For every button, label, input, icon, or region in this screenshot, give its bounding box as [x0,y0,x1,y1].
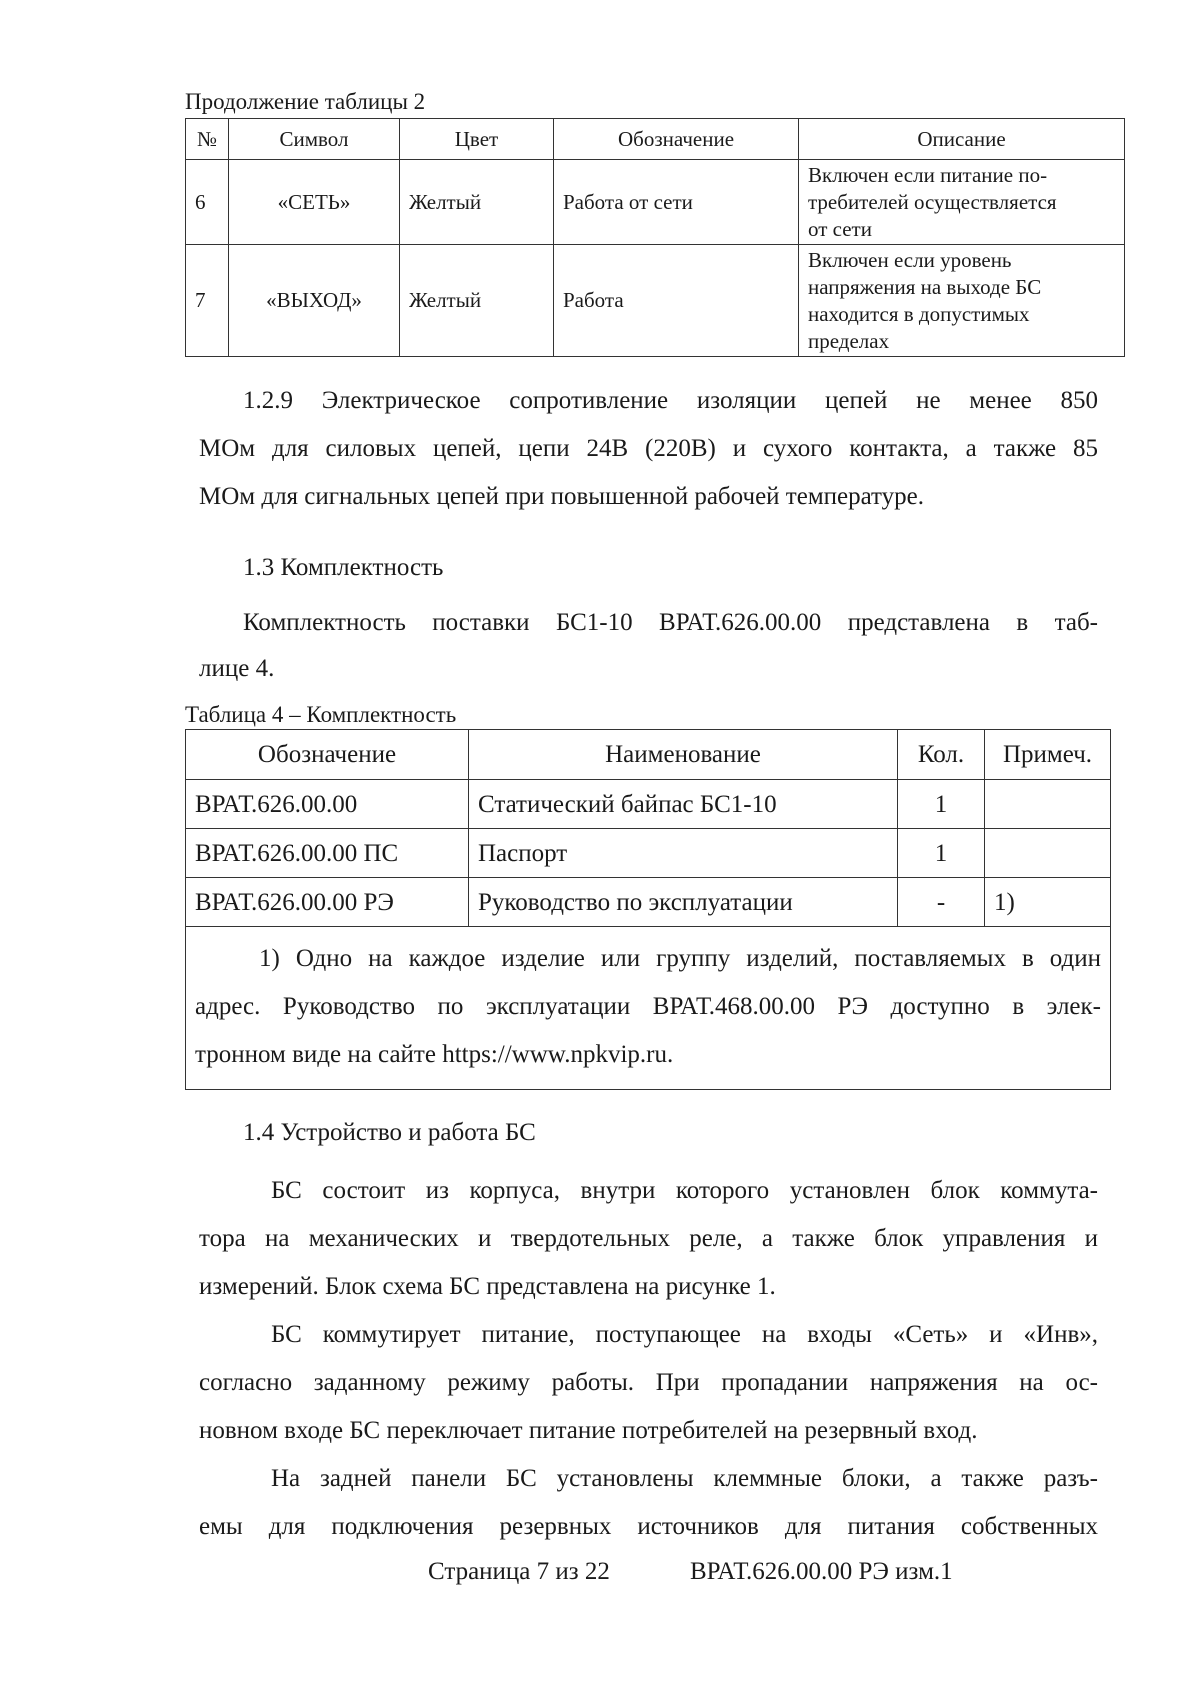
table4-cell-designation: ВРАТ.626.00.00 РЭ [186,878,469,927]
table4-cell-name: Руководство по эксплуатации [469,878,898,927]
text-line: согласно заданному режиму работы. При пропадании напряжения на ос- [199,1369,1098,1396]
table4-header-qty: Кол. [898,730,985,780]
text-line: тора на механических и твердотельных реле, а также блок управления и [199,1225,1098,1252]
table4-cell-qty: - [898,878,985,927]
table4-header-row [186,730,1111,780]
text-line: МОм для сигнальных цепей при повышенной рабочей температуре. [199,483,924,510]
table2-cell-description [799,160,1125,245]
description-line: напряжения на выходе БС [808,274,1042,299]
table2-caption: Продолжение таблицы 2 [185,89,426,114]
table4-footnote [186,927,1111,1090]
table2-cell-num: 7 [186,245,229,357]
table2 [185,118,1125,357]
table2-header-designation: Обозначение [554,119,799,160]
table2-cell-description [799,245,1125,357]
page-number: Страница 7 из 22 [428,1558,610,1585]
table2-cell-color: Желтый [400,245,554,357]
table2-cell-symbol: «ВЫХОД» [229,245,400,357]
table2-cell-designation: Работа от сети [554,160,799,245]
description-line: находится в допустимых [808,301,1030,326]
table4-footnote-row [186,927,1111,1090]
table-row [186,878,1111,927]
table-row [186,160,1125,245]
text-line: 1.2.9 Электрическое сопротивление изоляции цепей не менее 850 [243,387,1098,414]
footnote-line: тронном виде на сайте https://www.npkvip.ru. [195,1041,674,1068]
table4-header-note: Примеч. [985,730,1111,780]
table-row [186,245,1125,357]
table2-header-row [186,119,1125,160]
table2-header-color: Цвет [400,119,554,160]
table4-header-name: Наименование [469,730,898,780]
text-line: На задней панели БС установлены клеммные блоки, а также разъ- [271,1465,1098,1492]
table2-cell-num: 6 [186,160,229,245]
text-line: емы для подключения резервных источников для питания собственных [199,1513,1098,1540]
description-line: требителей осуществляется [808,189,1057,214]
table4-cell-designation: ВРАТ.626.00.00 ПС [186,829,469,878]
table4-cell-name: Паспорт [469,829,898,878]
table4-cell-qty: 1 [898,829,985,878]
table-row [186,780,1111,829]
text-line: Комплектность поставки БС1-10 ВРАТ.626.00.00 представлена в таб- [243,609,1098,636]
table4-header-designation: Обозначение [186,730,469,780]
table4-cell-note: 1) [985,878,1111,927]
document-code: ВРАТ.626.00.00 РЭ изм.1 [690,1558,953,1585]
footnote-line: 1) Одно на каждое изделие или группу изделий, поставляемых в один [259,945,1101,972]
table2-header-description: Описание [799,119,1125,160]
table4-cell-note [985,829,1111,878]
text-line: БС состоит из корпуса, внутри которого установлен блок коммута- [271,1177,1098,1204]
table4-cell-name: Статический байпас БС1-10 [469,780,898,829]
table-row [186,829,1111,878]
table2-cell-symbol: «СЕТЬ» [229,160,400,245]
text-line: БС коммутирует питание, поступающее на входы «Сеть» и «Инв», [271,1321,1098,1348]
description-line: Включен если уровень [808,247,1012,272]
table2-cell-color: Желтый [400,160,554,245]
table2-header-num: № [186,119,229,160]
table4-cell-note [985,780,1111,829]
table2-cell-designation: Работа [554,245,799,357]
description-line: от сети [808,216,872,241]
section-heading-1-4: 1.4 Устройство и работа БС [243,1119,536,1146]
description-line: Включен если питание по- [808,162,1048,187]
text-line: МОм для силовых цепей, цепи 24В (220В) и сухого контакта, а также 85 [199,435,1098,462]
table4 [185,729,1111,1090]
table2-header-symbol: Символ [229,119,400,160]
table4-cell-designation: ВРАТ.626.00.00 [186,780,469,829]
table4-cell-qty: 1 [898,780,985,829]
text-line: новном входе БС переключает питание потребителей на резервный вход. [199,1417,978,1444]
text-line: лице 4. [199,655,275,682]
description-line: пределах [808,328,890,353]
footnote-line: адрес. Руководство по эксплуатации ВРАТ.468.00.00 РЭ доступно в элек- [195,993,1101,1020]
section-heading-1-3: 1.3 Комплектность [243,554,444,581]
table4-caption: Таблица 4 – Комплектность [185,702,457,727]
text-line: измерений. Блок схема БС представлена на рисунке 1. [199,1273,776,1300]
